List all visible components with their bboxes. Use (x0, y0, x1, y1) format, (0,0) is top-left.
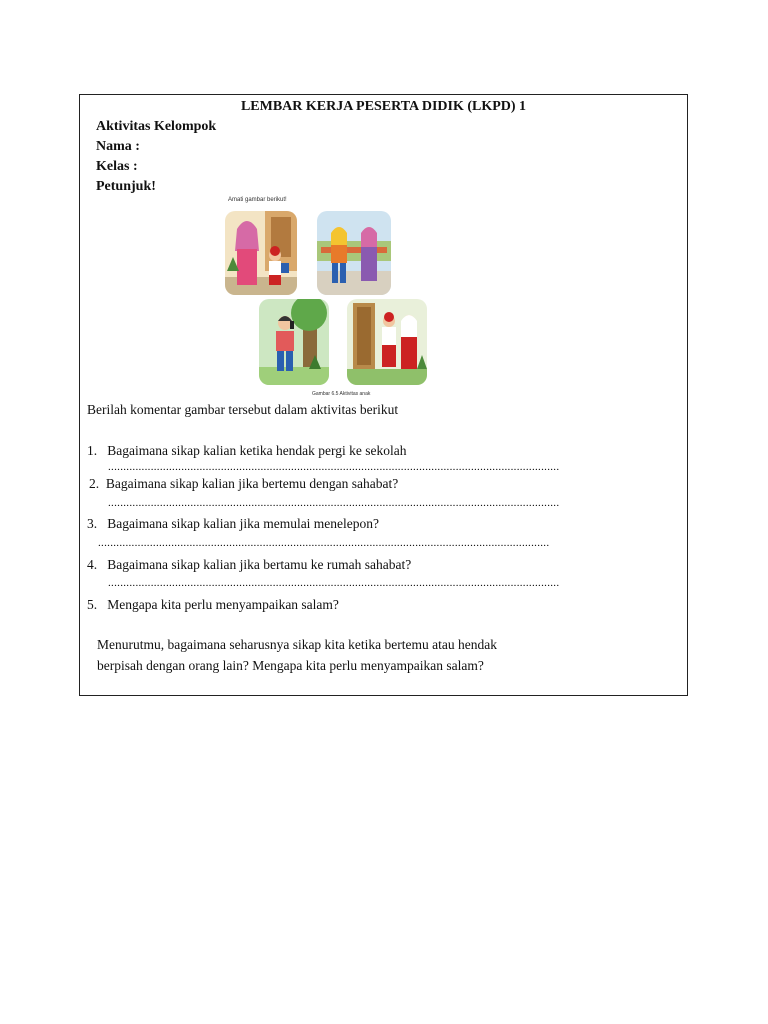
illustration-visiting-friend (347, 299, 427, 385)
question-number: 4. (87, 557, 98, 572)
illustration-boy-phone (259, 299, 329, 385)
question-2 (89, 476, 398, 492)
figure-caption-top: Amati gambar berikut! (228, 197, 287, 203)
question-5 (87, 597, 339, 613)
question-number: 3. (87, 516, 98, 531)
reflection-line-2: berpisah dengan orang lain? Mengapa kita perlu menyampaikan salam? (97, 658, 484, 673)
figure-caption-bottom: Gambar 6.5 Aktivitas anak (312, 391, 371, 397)
question-number: 1. (87, 443, 98, 458)
question-text: Bagaimana sikap kalian ketika hendak pergi ke sekolah (107, 443, 407, 458)
question-3 (87, 516, 379, 532)
worksheet-frame (79, 94, 688, 696)
activity-illustration (220, 197, 440, 397)
class-label: Kelas : (96, 159, 138, 174)
question-text: Mengapa kita perlu menyampaikan salam? (107, 597, 339, 612)
answer-line-4[interactable]: .................................................................................................................................................... (108, 577, 560, 589)
intro-text: Berilah komentar gambar tersebut dalam aktivitas berikut (87, 402, 399, 417)
question-number: 2. (89, 476, 100, 491)
answer-line-1[interactable]: .................................................................................................................................................... (108, 461, 560, 473)
question-text: Bagaimana sikap kalian jika bertamu ke rumah sahabat? (107, 557, 412, 572)
question-4 (87, 557, 411, 573)
reflection-line-1: Menurutmu, bagaimana seharusnya sikap kita ketika bertemu atau hendak (97, 637, 497, 652)
question-1 (87, 443, 407, 459)
name-label: Nama : (96, 139, 140, 154)
group-activity-label: Aktivitas Kelompok (96, 119, 217, 134)
illustration-mother-child (225, 211, 297, 295)
worksheet-title: LEMBAR KERJA PESERTA DIDIK (LKPD) 1 (240, 99, 527, 114)
illustration-friends-meeting (317, 211, 391, 295)
answer-line-3[interactable]: .................................................................................................................................................... (98, 537, 550, 549)
answer-line-2[interactable]: .................................................................................................................................................... (108, 497, 560, 509)
question-text: Bagaimana sikap kalian jika bertemu dengan sahabat? (105, 476, 399, 491)
instructions-label: Petunjuk! (96, 179, 156, 194)
question-text: Bagaimana sikap kalian jika memulai menelepon? (107, 516, 380, 531)
question-number: 5. (87, 597, 98, 612)
